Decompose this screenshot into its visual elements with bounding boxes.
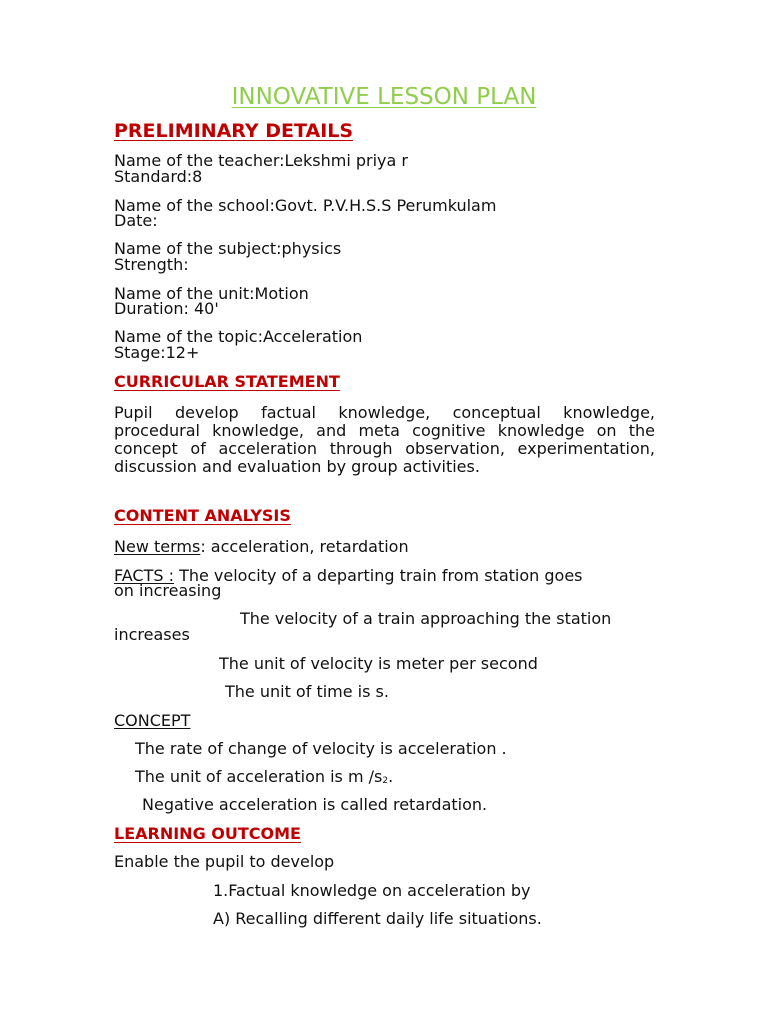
concept-line-2-text: The unit of acceleration is m /s xyxy=(135,767,383,786)
document-title: INNOVATIVE LESSON PLAN xyxy=(231,84,537,110)
fact-4: The unit of time is s. xyxy=(225,682,389,701)
unit-name: Name of the unit:Motion xyxy=(114,284,309,303)
fact-1-text: The velocity of a departing train from station goes xyxy=(173,566,583,585)
learning-item-1: 1.Factual knowledge on acceleration by xyxy=(213,881,531,900)
date: Date: xyxy=(114,211,158,230)
curricular-statement-heading: CURRICULAR STATEMENT xyxy=(114,372,340,391)
strength: Strength: xyxy=(114,255,189,274)
facts-label: FACTS : xyxy=(114,566,174,585)
concept-line-3: Negative acceleration is called retardation. xyxy=(142,795,488,814)
subject-name: Name of the subject:physics xyxy=(114,239,342,258)
learning-intro: Enable the pupil to develop xyxy=(114,852,335,871)
teacher-name: Name of the teacher:Lekshmi priya r xyxy=(114,151,408,170)
fact-1-line-b: on increasing xyxy=(114,581,222,600)
concept-line-2-end: . xyxy=(388,767,394,786)
concept-heading: CONCEPT xyxy=(114,711,191,730)
new-terms-label: New terms xyxy=(114,537,201,556)
preliminary-details-heading: PRELIMINARY DETAILS xyxy=(114,120,354,142)
learning-item-1a: A) Recalling different daily life situations. xyxy=(213,909,542,928)
learning-outcome-heading: LEARNING OUTCOME xyxy=(114,824,301,843)
duration: Duration: 40' xyxy=(114,299,219,318)
fact-3: The unit of velocity is meter per second xyxy=(219,654,538,673)
new-terms-line xyxy=(114,538,409,555)
content-analysis-heading: CONTENT ANALYSIS xyxy=(114,506,291,525)
fact-2-line-a: The velocity of a train approaching the station xyxy=(240,609,612,628)
school-name: Name of the school:Govt. P.V.H.S.S Perumkulam xyxy=(114,196,497,215)
stage: Stage:12+ xyxy=(114,343,200,362)
new-terms-value: : acceleration, retardation xyxy=(200,537,409,556)
fact-2-line-b: increases xyxy=(114,625,190,644)
topic-name: Name of the topic:Acceleration xyxy=(114,327,363,346)
concept-line-1: The rate of change of velocity is acceleration . xyxy=(135,739,507,758)
curricular-statement-text: Pupil develop factual knowledge, conceptual knowledge, procedural knowledge, and meta cognitive knowledge on the concept of acceleration through observation, experimentation, discussion and evaluation by group activities. xyxy=(114,403,655,476)
concept-line-2 xyxy=(135,768,393,790)
concept-line-2-subscript: 2 xyxy=(382,776,389,786)
standard: Standard:8 xyxy=(114,167,203,186)
